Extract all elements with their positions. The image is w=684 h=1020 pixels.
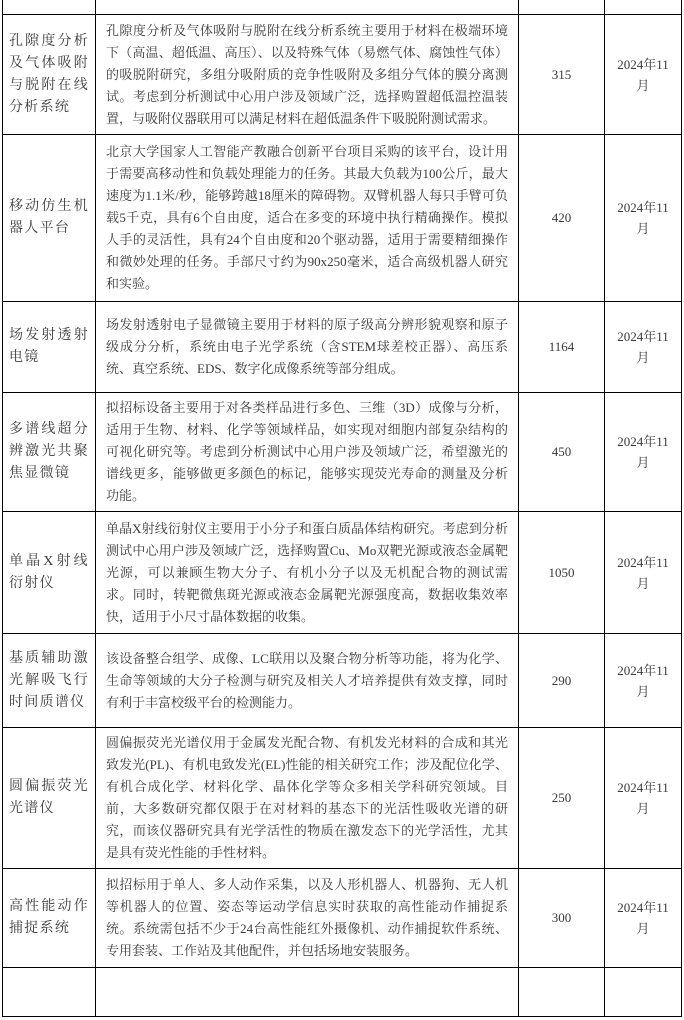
description-cell: 孔隙度分析及气体吸附与脱附在线分析系统主要用于材料在极端环境下（高温、超低温、高压）、以及特殊气体（易燃气体、腐蚀性气体）的吸脱附研究，多组分吸附质的竞争性吸附及多组分气体的膜分离测试。考虑到分析测试中心用户涉及领域广泛，选择购置超低温控温装置，与吸附仪器联用可以满足材料在超低温条件下吸脱附测试需求。 (96, 15, 519, 135)
table-row (3, 302, 682, 393)
amount-cell: 250 (519, 728, 605, 869)
equipment-name-cell: 单晶X射线衍射仪 (3, 512, 96, 634)
date-cell: 2024年11月 (605, 135, 682, 302)
description-cell (96, 0, 519, 15)
amount-cell: 450 (519, 393, 605, 512)
date-cell: 2024年11月 (605, 634, 682, 728)
table-row (3, 869, 682, 968)
description-cell: 北京大学国家人工智能产教融合创新平台项目采购的该平台，设计用于需要高移动性和负载处理能力的任务。其最大负载为100公斤，最大速度为1.1米/秒，能够跨越18厘米的障碍物。双臂机器人每只手臂可负载5千克，具有6个自由度，适合在多变的环境中执行精确操作。模拟人手的灵活性，具有24个自由度和20个驱动器，适用于需要精细操作和微妙处理的任务。手部尺寸约为90x250毫米，适合高级机器人研究和实验。 (96, 135, 519, 302)
equipment-name-cell: 孔隙度分析及气体吸附与脱附在线分析系统 (3, 15, 96, 135)
amount-cell: 300 (519, 869, 605, 968)
amount-cell: 1164 (519, 302, 605, 393)
date-cell: 2024年11月 (605, 728, 682, 869)
equipment-name-cell: 圆偏振荧光光谱仪 (3, 728, 96, 869)
date-cell: 2024年11月 (605, 393, 682, 512)
table-row (3, 634, 682, 728)
date-cell: 2024年11月 (605, 302, 682, 393)
equipment-name-cell: 移动仿生机器人平台 (3, 135, 96, 302)
date-cell: 2024年11月 (605, 512, 682, 634)
amount-cell: 290 (519, 634, 605, 728)
date-cell (605, 968, 682, 1017)
amount-cell: 1050 (519, 512, 605, 634)
description-cell: 单晶X射线衍射仪主要用于小分子和蛋白质晶体结构研究。考虑到分析测试中心用户涉及领域广泛，选择购置Cu、Mo双靶光源或液态金属靶光源，可以兼顾生物大分子、有机小分子以及无机配合物的测试需求。同时，转靶微焦斑光源或液态金属靶光源强度高，数据收集效率快，适用于小尺寸晶体数据的收集。 (96, 512, 519, 634)
date-cell: 2024年11月 (605, 15, 682, 135)
description-cell: 场发射透射电子显微镜主要用于材料的原子级高分辨形貌观察和原子级成分分析，系统由电子光学系统（含STEM球差校正器）、高压系统、真空系统、EDS、数字化成像系统等部分组成。 (96, 302, 519, 393)
equipment-name-cell: 高性能动作捕捉系统 (3, 869, 96, 968)
amount-cell: 315 (519, 15, 605, 135)
table-row-partial-bottom (3, 968, 682, 1017)
date-cell: 2024年11月 (605, 869, 682, 968)
date-cell (605, 0, 682, 15)
amount-cell (519, 0, 605, 15)
table-row (3, 15, 682, 135)
table-row (3, 135, 682, 302)
description-cell (96, 968, 519, 1017)
equipment-name-cell: 多谱线超分辨激光共聚焦显微镜 (3, 393, 96, 512)
table-row (3, 393, 682, 512)
table-row-partial-top (3, 0, 682, 15)
description-cell: 圆偏振荧光光谱仪用于金属发光配合物、有机发光材料的合成和其光致发光(PL)、有机电致发光(EL)性能的相关研究工作；涉及配位化学、有机合成化学、材料化学、晶体化学等众多相关学科研究领域。目前，大多数研究都仅限于在对材料的基态下的光活性吸收光谱的研究，而该仪器研究具有光学活性的物质在激发态下的光学活性，尤其是具有荧光性能的手性材料。 (96, 728, 519, 869)
equipment-name-cell: 场发射透射电镜 (3, 302, 96, 393)
equipment-name-cell (3, 0, 96, 15)
equipment-name-cell (3, 968, 96, 1017)
description-cell: 拟招标用于单人、多人动作采集，以及人形机器人、机器狗、无人机等机器人的位置、姿态等运动学信息实时获取的高性能动作捕捉系统。系统需包括不少于24台高性能红外摄像机、动作捕捉软件系统、专用套装、工作站及其他配件，并包括场地安装服务。 (96, 869, 519, 968)
description-cell: 拟招标设备主要用于对各类样品进行多色、三维（3D）成像与分析，适用于生物、材料、化学等领域样品，如实现对细胞内部复杂结构的可视化研究等。考虑到分析测试中心用户涉及领域广泛，希望激光的谱线更多，能够做更多颜色的标记，能够实现荧光寿命的测量及分析功能。 (96, 393, 519, 512)
table-row (3, 728, 682, 869)
amount-cell: 420 (519, 135, 605, 302)
procurement-table (2, 0, 682, 1017)
description-cell: 该设备整合组学、成像、LC联用以及聚合物分析等功能，将为化学、生命等领域的大分子检测与研究及相关人才培养提供有效支撑，同时有利于丰富校级平台的检测能力。 (96, 634, 519, 728)
equipment-name-cell: 基质辅助激光解吸飞行时间质谱仪 (3, 634, 96, 728)
table-row (3, 512, 682, 634)
amount-cell (519, 968, 605, 1017)
